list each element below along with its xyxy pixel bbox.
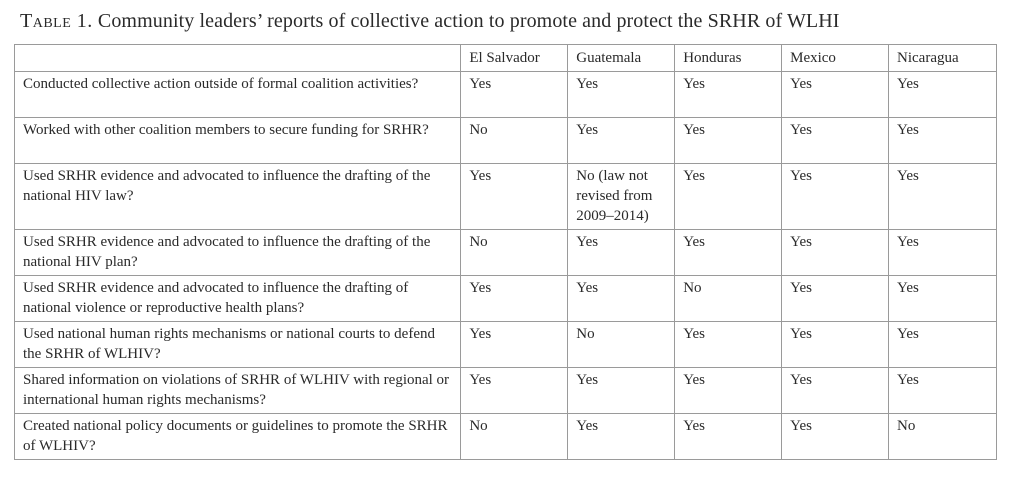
row-question: Used national human rights mechanisms or national courts to defend the SRHR of WLHIV? xyxy=(15,322,461,368)
cell-guatemala: Yes xyxy=(568,230,675,276)
cell-nicaragua: Yes xyxy=(889,230,997,276)
table-header-row xyxy=(15,45,997,72)
cell-guatemala: Yes xyxy=(568,276,675,322)
cell-honduras: Yes xyxy=(675,230,782,276)
cell-mexico: Yes xyxy=(782,368,889,414)
table-row xyxy=(15,322,997,368)
cell-el-salvador: Yes xyxy=(461,368,568,414)
cell-guatemala: No (law not revised from 2009–2014) xyxy=(568,164,675,230)
column-header-mexico: Mexico xyxy=(782,45,889,72)
cell-honduras: Yes xyxy=(675,164,782,230)
cell-nicaragua: Yes xyxy=(889,164,997,230)
cell-el-salvador: No xyxy=(461,414,568,460)
cell-el-salvador: Yes xyxy=(461,276,568,322)
cell-nicaragua: Yes xyxy=(889,72,997,118)
cell-nicaragua: No xyxy=(889,414,997,460)
cell-mexico: Yes xyxy=(782,72,889,118)
cell-mexico: Yes xyxy=(782,322,889,368)
row-question: Used SRHR evidence and advocated to influence the drafting of national violence or reproductive health plans? xyxy=(15,276,461,322)
table-row xyxy=(15,164,997,230)
row-question: Created national policy documents or guidelines to promote the SRHR of WLHIV? xyxy=(15,414,461,460)
table-row xyxy=(15,276,997,322)
column-header-guatemala: Guatemala xyxy=(568,45,675,72)
cell-honduras: Yes xyxy=(675,72,782,118)
cell-mexico: Yes xyxy=(782,414,889,460)
cell-honduras: No xyxy=(675,276,782,322)
table-caption xyxy=(20,10,840,33)
cell-el-salvador: Yes xyxy=(461,322,568,368)
row-question: Conducted collective action outside of formal coalition activities? xyxy=(15,72,461,118)
table-row xyxy=(15,118,997,164)
cell-guatemala: Yes xyxy=(568,368,675,414)
cell-el-salvador: Yes xyxy=(461,72,568,118)
cell-honduras: Yes xyxy=(675,414,782,460)
column-header-nicaragua: Nicaragua xyxy=(889,45,997,72)
cell-honduras: Yes xyxy=(675,368,782,414)
cell-honduras: Yes xyxy=(675,118,782,164)
cell-mexico: Yes xyxy=(782,164,889,230)
collective-action-table xyxy=(14,44,997,460)
cell-honduras: Yes xyxy=(675,322,782,368)
row-question: Used SRHR evidence and advocated to influence the drafting of the national HIV plan? xyxy=(15,230,461,276)
row-question: Worked with other coalition members to secure funding for SRHR? xyxy=(15,118,461,164)
column-header-question xyxy=(15,45,461,72)
cell-nicaragua: Yes xyxy=(889,322,997,368)
cell-el-salvador: No xyxy=(461,118,568,164)
cell-el-salvador: No xyxy=(461,230,568,276)
cell-mexico: Yes xyxy=(782,276,889,322)
cell-guatemala: No xyxy=(568,322,675,368)
table-row xyxy=(15,414,997,460)
cell-nicaragua: Yes xyxy=(889,118,997,164)
column-header-el-salvador: El Salvador xyxy=(461,45,568,72)
cell-guatemala: Yes xyxy=(568,72,675,118)
cell-guatemala: Yes xyxy=(568,118,675,164)
cell-nicaragua: Yes xyxy=(889,368,997,414)
row-question: Shared information on violations of SRHR of WLHIV with regional or international human rights mechanisms? xyxy=(15,368,461,414)
row-question: Used SRHR evidence and advocated to influence the drafting of the national HIV law? xyxy=(15,164,461,230)
table-caption-title: Community leaders’ reports of collective action to promote and protect the SRHR of WLHI xyxy=(97,10,840,32)
cell-mexico: Yes xyxy=(782,230,889,276)
cell-mexico: Yes xyxy=(782,118,889,164)
cell-el-salvador: Yes xyxy=(461,164,568,230)
column-header-honduras: Honduras xyxy=(675,45,782,72)
table-row xyxy=(15,230,997,276)
table-row xyxy=(15,368,997,414)
table-caption-label: Table 1. xyxy=(20,10,93,32)
cell-guatemala: Yes xyxy=(568,414,675,460)
table-row xyxy=(15,72,997,118)
cell-nicaragua: Yes xyxy=(889,276,997,322)
